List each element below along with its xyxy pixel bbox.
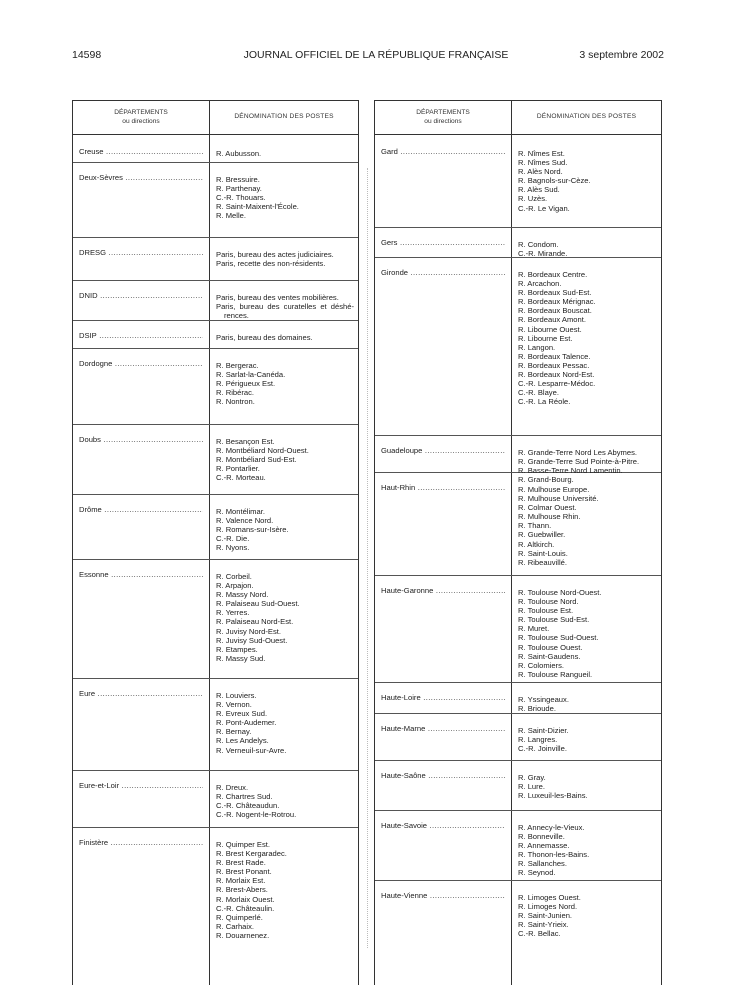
table-row [73,238,358,281]
post-name: R. Toulouse Nord-Ouest. [518,588,602,597]
department-name: Haute-Marne ..... [381,724,505,733]
post-name: C.-R. Blaye. [518,388,559,398]
department-name: Drôme ..... [79,505,203,514]
post-name: R. Douarnenez. [216,930,270,940]
post-list [518,726,657,753]
post-name: R. Parthenay. [216,184,262,194]
post-name: R. Seynod. [518,868,556,878]
post-name: R. Condom. [518,240,559,249]
header-denomination: DÉNOMINATION DES POSTES [234,113,334,120]
post-name: R. Aubusson. [216,149,262,158]
post-name: C.-R. Le Vigan. [518,203,570,213]
post-name: R. Romans-sur-Isère. [216,525,289,535]
post-name: rences. [224,311,249,321]
post-name: R. Altkirch. [518,539,555,549]
post-name: C.-R. Bellac. [518,929,561,939]
post-name: R. Ribeauvillé. [518,557,567,567]
post-name: R. Nîmes Est. [518,149,565,158]
post-name: R. Luxeuil-les-Bains. [518,791,588,801]
table-row [375,714,661,761]
post-name: C.-R. Nogent-le-Rotrou. [216,810,297,820]
post-name: R. Guebwiller. [518,530,566,540]
post-name: R. Mulhouse Université. [518,494,599,504]
post-name: R. Toulouse Sud-Est. [518,615,590,625]
post-name: R. Pontarlier. [216,464,260,474]
department-name: Gironde ..... [381,268,505,277]
post-name: R. Carhaix. [216,921,254,931]
post-name: C.-R. Die. [216,534,250,544]
post-name: R. Thonon-les-Bains. [518,850,590,860]
post-name: Paris, bureau des ventes mobilières. [216,293,339,302]
table-row [73,679,358,771]
post-name: C.-R. Châteaulin. [216,903,275,913]
post-list [216,250,354,268]
table-row [375,228,661,258]
post-name: R. Evreux Sud. [216,709,268,719]
post-name: Paris, bureau des curatelles et déshé- [216,302,354,312]
post-name: R. Yssingeaux. [518,695,569,704]
column-separator [367,168,368,948]
post-name: R. Annecy-le-Vieux. [518,823,585,832]
post-name: R. Grande-Terre Nord Les Abymes. [518,448,638,457]
table-row [73,771,358,828]
table-row [375,258,661,436]
department-name: Gard ..... [381,147,505,156]
post-list [518,893,657,938]
post-name: R. Bernay. [216,727,252,737]
post-name: R. Brest-Abers. [216,885,268,895]
post-name: R. Mulhouse Rhin. [518,512,581,522]
header-departements [375,109,511,126]
post-name: R. Verneuil-sur-Avre. [216,745,287,755]
department-name: DRESG ..... [79,248,203,257]
post-name: R. Lure. [518,782,546,792]
header-departements-line1: DÉPARTEMENTS [416,109,470,116]
post-name: C.-R. Mirande. [518,249,568,259]
post-name: R. Toulouse Sud-Ouest. [518,633,599,643]
post-name: R. Montélimar. [216,507,265,516]
post-name: R. Bagnols-sur-Cèze. [518,176,591,186]
department-name: Guadeloupe ..... [381,446,505,455]
post-name: R. Colmar Ouest. [518,503,577,513]
post-name: R. Sallanches. [518,859,567,869]
table-row [375,811,661,881]
post-list [216,437,354,482]
table-row [375,683,661,714]
post-name: R. Langres. [518,735,558,745]
journal-title: JOURNAL OFFICIEL DE LA RÉPUBLIQUE FRANÇAISE [243,49,509,61]
post-name: R. Pont-Audemer. [216,718,277,728]
post-name: R. Saint-Junien. [518,911,573,921]
post-list [518,485,657,567]
post-name: R. Bergerac. [216,361,259,370]
table-row [73,137,358,163]
post-list [518,240,657,258]
post-list [216,293,354,320]
post-name: R. Bordeaux Mérignac. [518,297,596,307]
post-name: R. Saint-Yrieix. [518,920,569,930]
post-name: R. Morlaix Est. [216,876,266,886]
post-list [216,507,354,552]
post-name: R. Palaiseau Nord-Est. [216,617,294,627]
post-name: R. Bressuire. [216,175,260,184]
header-departements-line2: ou directions [424,117,462,125]
post-name: R. Limoges Ouest. [518,893,581,902]
post-name: R. Arpajon. [216,581,254,591]
post-name: R. Ribérac. [216,388,254,398]
table-row [375,473,661,576]
post-list [216,840,354,940]
post-name: C.-R. Thouars. [216,193,266,203]
post-name: C.-R. Joinville. [518,744,567,754]
post-list [518,149,657,213]
post-name: R. Libourne Est. [518,333,573,343]
post-name: R. Palaiseau Sud-Ouest. [216,599,300,609]
post-name: R. Yerres. [216,608,250,618]
department-name: Haut-Rhin ..... [381,483,505,492]
post-name: R. Brest Kergaradec. [216,849,287,859]
post-name: R. Dreux. [216,783,249,792]
post-list [518,270,657,406]
department-name: Doubs ..... [79,435,203,444]
post-name: R. Bordeaux Centre. [518,270,588,279]
post-list [216,175,354,220]
post-name: Paris, bureau des domaines. [216,333,313,342]
post-name: R. Saint-Maixent-l'École. [216,202,299,212]
table-row [73,349,358,425]
department-name: DNID ..... [79,291,203,300]
table-row [73,163,358,238]
post-name: R. Bordeaux Bouscat. [518,306,592,316]
post-name: R. Vernon. [216,700,252,710]
post-name: R. Montbéliard Nord-Ouest. [216,446,309,456]
department-name: Haute-Savoie ..... [381,821,505,830]
post-name: R. Thann. [518,521,552,531]
post-name: R. Toulouse Nord. [518,597,579,607]
post-name: R. Juvisy Nord-Est. [216,626,281,636]
table-row [375,881,661,960]
post-list [518,588,657,679]
department-name: Eure ..... [79,689,203,698]
table-row [375,137,661,228]
publication-date: 3 septembre 2002 [579,49,664,61]
right-table [374,100,662,985]
post-name: R. Bordeaux Pessac. [518,360,590,370]
post-name: R. Basse-Terre Nord Lamentin. [518,466,623,476]
post-name: R. Gray. [518,773,546,782]
department-name: Gers ..... [381,238,505,247]
post-name: R. Valence Nord. [216,516,274,526]
table-row [73,281,358,321]
post-name: R. Grande-Terre Sud Pointe-à-Pitre. [518,457,640,467]
table-row [375,436,661,485]
post-name: Paris, bureau des actes judiciaires. [216,250,334,259]
department-name: Essonne ..... [79,570,203,579]
department-name: Creuse ..... [79,147,203,156]
post-list [216,572,354,663]
post-name: R. Toulouse Est. [518,606,574,616]
post-name: R. Brioude. [518,704,556,714]
post-name: R. Colomiers. [518,660,564,670]
post-name: C.-R. Lesparre-Médoc. [518,379,596,389]
post-name: R. Quimperlé. [216,912,263,922]
post-name: R. Besançon Est. [216,437,275,446]
post-name: R. Saint-Gaudens. [518,651,581,661]
post-list [518,695,657,713]
department-name: Eure-et-Loir ..... [79,781,203,790]
department-name: DSIP ..... [79,331,203,340]
table-row [73,321,358,349]
post-name: Paris, recette des non-résidents. [216,259,326,269]
department-name: Haute-Loire ..... [381,693,505,702]
post-list [216,361,354,406]
post-name: R. Chartres Sud. [216,792,273,802]
post-list [216,333,354,342]
post-name: R. Alès Sud. [518,185,560,195]
post-name: R. Corbeil. [216,572,252,581]
post-name: R. Grand-Bourg. [518,475,574,485]
post-name: R. Bordeaux Amont. [518,315,586,325]
table-row [73,425,358,495]
post-name: R. Les Andelys. [216,736,269,746]
department-name: Finistère ..... [79,838,203,847]
post-list [518,773,657,800]
department-name: Haute-Garonne ..... [381,586,505,595]
header-departements [73,109,209,126]
post-name: R. Nîmes Sud. [518,158,568,168]
post-name: R. Louviers. [216,691,257,700]
post-name: R. Sarlat-la-Canéda. [216,370,286,380]
post-name: R. Montbéliard Sud-Est. [216,455,297,465]
table-header [73,101,358,135]
post-name: R. Massy Nord. [216,590,269,600]
post-name: R. Alès Nord. [518,167,563,177]
post-name: R. Bordeaux Sud-Est. [518,288,592,298]
post-name: R. Quimper Est. [216,840,271,849]
post-name: R. Massy Sud. [216,653,266,663]
post-name: R. Uzès. [518,194,548,204]
header-departements-line2: ou directions [122,117,160,125]
post-list [216,783,354,819]
post-list [216,691,354,755]
post-name: R. Muret. [518,624,550,634]
post-list [216,149,354,158]
left-table [72,100,359,985]
header-denomination: DÉNOMINATION DES POSTES [536,113,637,120]
department-name: Dordogne ..... [79,359,203,368]
department-name: Haute-Vienne ..... [381,891,505,900]
post-name: R. Saint-Dizier. [518,726,569,735]
post-name: R. Morlaix Ouest. [216,894,275,904]
post-list [518,823,657,878]
post-name: R. Saint-Louis. [518,548,568,558]
post-name: R. Nontron. [216,397,255,407]
post-name: R. Toulouse Rangueil. [518,669,593,679]
department-name: Deux-Sèvres ..... [79,173,203,182]
table-row [73,828,358,960]
department-name: Haute-Saône ..... [381,771,505,780]
table-row [375,761,661,811]
post-name: R. Nyons. [216,543,250,553]
table-row [73,560,358,679]
table-row [375,576,661,683]
post-name: R. Etampes. [216,644,258,654]
post-name: R. Brest Ponant. [216,867,272,877]
post-name: R. Bordeaux Nord-Est. [518,370,595,380]
table-header [375,101,661,135]
post-name: R. Libourne Ouest. [518,324,582,334]
table-row [73,495,358,560]
post-name: R. Annemasse. [518,841,570,851]
post-name: R. Toulouse Ouest. [518,642,583,652]
post-name: C.-R. Morteau. [216,473,266,483]
post-name: R. Arcachon. [518,279,562,289]
post-name: R. Brest Rade. [216,858,266,868]
post-name: R. Limoges Nord. [518,902,578,912]
post-name: R. Bonneville. [518,832,565,842]
post-name: R. Mulhouse Europe. [518,485,590,494]
post-name: R. Langon. [518,342,556,352]
post-name: R. Melle. [216,211,246,221]
post-name: C.-R. La Réole. [518,397,571,407]
post-name: C.-R. Châteaudun. [216,801,280,811]
header-departements-line1: DÉPARTEMENTS [114,109,168,116]
post-name: R. Juvisy Sud-Ouest. [216,635,288,645]
page-number: 14598 [72,49,102,61]
post-name: R. Bordeaux Talence. [518,351,591,361]
post-name: R. Périgueux Est. [216,379,276,389]
